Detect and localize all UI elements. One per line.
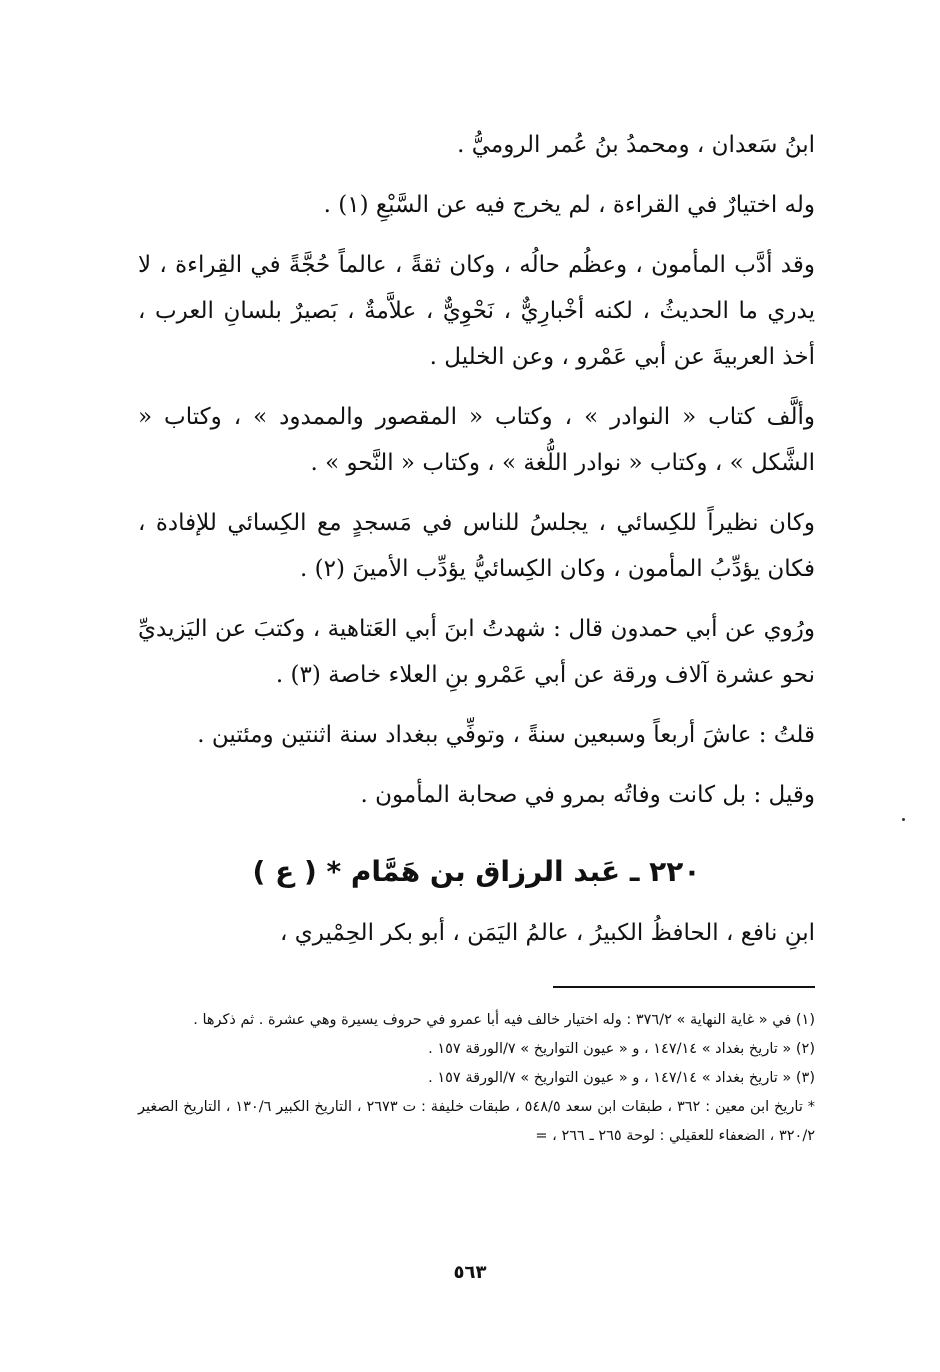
ink-dot xyxy=(902,818,905,821)
footnotes xyxy=(138,1006,815,1151)
paragraph: قلتُ : عاشَ أربعاً وسبعين سنةً ، وتوفِّي ببغداد سنة اثنتين ومئتين . xyxy=(197,722,815,748)
paragraph: وكان نظيراً للكِسائي ، يجلسُ للناس في مَسجدٍ مع الكِسائي للإفادة ، فكان يؤدِّبُ المأمون ، وكان الكِسائيُّ يؤدِّب الأمينَ (٢) . xyxy=(138,510,815,582)
page-number: ٥٦٣ xyxy=(453,1262,487,1283)
footnote: (١) في « غاية النهاية » ٣٧٦/٢ : وله اختيار خالف فيه أبا عمرو في حروف يسيرة وهي عشرة . ثم ذكرها . xyxy=(193,1012,815,1028)
paragraph: ابنُ سَعدان ، ومحمدُ بنُ عُمر الروميُّ . xyxy=(457,132,815,158)
footnote: * تاريخ ابن معين : ٣٦٢ ، طبقات ابن سعد ٥٤٨/٥ ، طبقات خليفة : ت ٢٦٧٣ ، التاريخ الكبير ١٣٠/٦ ، التاريخ الصغير ٣٢٠/٢ ، الضعفاء للعقيلي : لوحة ٢٦٥ ـ ٢٦٦ ، = xyxy=(138,1099,815,1144)
paragraph: ورُوي عن أبي حمدون قال : شهدتُ ابنَ أبي العَتاهية ، وكتبَ عن اليَزيديِّ نحو عشرة آلاف ورقة عن أبي عَمْرو بنِ العلاء خاصة (٣) . xyxy=(138,616,815,688)
paragraph: وقد أدَّب المأمون ، وعظُم حالُه ، وكان ثقةً ، عالماً حُجَّةً في القِراءة ، لا يدري ما الحديثُ ، لكنه أخْبارِيٌّ ، نَحْوِيٌّ ، علاَّمةٌ ، بَصيرٌ بلسانِ العرب ، أخذ العربيةَ عن أبي عَمْرو ، وعن الخليل . xyxy=(138,252,815,370)
main-text xyxy=(138,122,815,956)
paragraph: وألَّف كتاب « النوادر » ، وكتاب « المقصور والممدود » ، وكتاب « الشَّكل » ، وكتاب « نوادر اللُّغة » ، وكتاب « النَّحو » . xyxy=(138,404,815,476)
footnote: (٣) « تاريخ بغداد » ١٤٧/١٤ ، و « عيون التواريخ » ٧/الورقة ١٥٧ . xyxy=(428,1070,815,1086)
paragraph: وله اختيارٌ في القراءة ، لم يخرج فيه عن السَّبْعِ (١) . xyxy=(323,192,815,218)
footnote-divider xyxy=(553,986,815,988)
entry-first-line: ابنِ نافع ، الحافظُ الكبيرُ ، عالمُ اليَمَن ، أبو بكر الحِمْيري ، xyxy=(280,920,815,946)
entry-title: ٢٢٠ ـ عَبد الرزاق بن هَمَّام * ( ع ) xyxy=(252,855,701,888)
footnote: (٢) « تاريخ بغداد » ١٤٧/١٤ ، و « عيون التواريخ » ٧/الورقة ١٥٧ . xyxy=(428,1041,815,1057)
paragraph: وقيل : بل كانت وفاتُه بمرو في صحابة المأمون . xyxy=(360,782,815,808)
